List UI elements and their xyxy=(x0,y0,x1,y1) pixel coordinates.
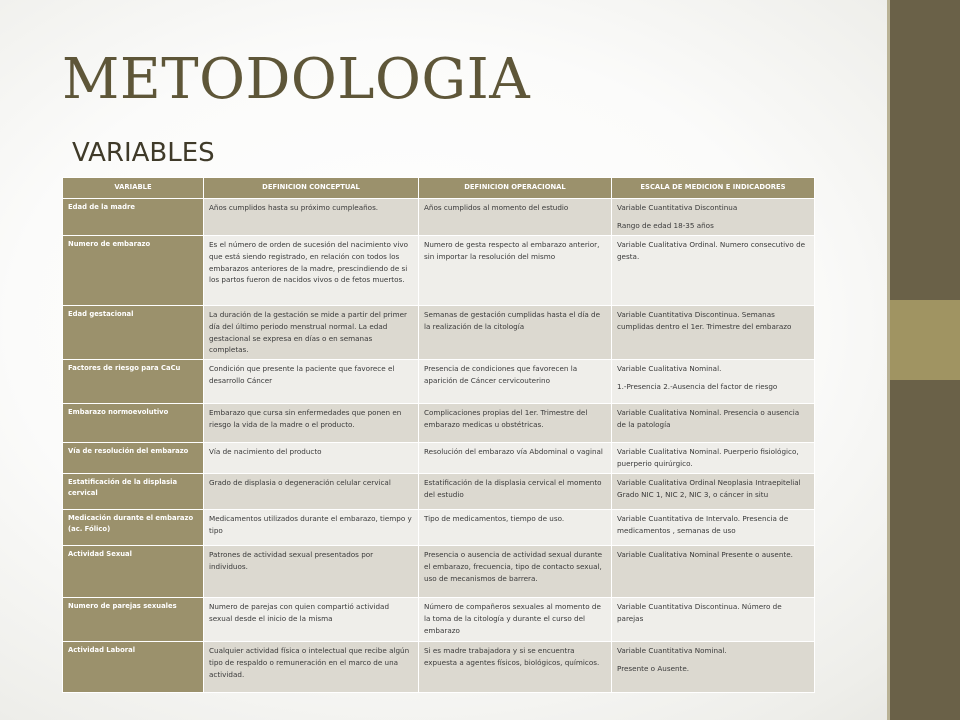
escala-line: Variable Cuantitativa de Intervalo. Presencia de medicamentos , semanas de uso xyxy=(617,514,789,535)
operacional-cell: Años cumplidos al momento del estudio xyxy=(419,199,612,236)
table-row xyxy=(63,404,815,443)
table-row xyxy=(63,443,815,474)
escala-line: Variable Cuantitativa Discontinua xyxy=(617,203,738,212)
variable-cell: Vía de resolución del embarazo xyxy=(63,443,204,474)
variable-cell: Factores de riesgo para CaCu xyxy=(63,360,204,404)
escala-cell xyxy=(612,546,815,598)
table-row xyxy=(63,474,815,510)
escala-line: Variable Cuantitativa Discontinua. Número de parejas xyxy=(617,602,782,623)
escala-line: Variable Cualitativa Nominal. Presencia o ausencia de la patología xyxy=(617,408,800,430)
slide-subtitle: VARIABLES xyxy=(72,138,215,168)
operacional-cell: Presencia o ausencia de actividad sexual durante el embarazo, frecuencia, tipo de contacto sexual, uso de mecanismos de barrera. xyxy=(419,546,612,598)
escala-line: Variable Cuantitativa Discontinua. Semanas cumplidas dentro el 1er. Trimestre del embarazo xyxy=(617,309,792,331)
escala-line: Variable Cualitativa Nominal. Puerperio fisiológico, puerperio quirúrgico. xyxy=(617,447,799,469)
escala-cell xyxy=(612,510,815,546)
table-row xyxy=(63,598,815,642)
escala-line: Variable Cualitativa Ordinal. Numero consecutivo de gesta. xyxy=(617,239,806,261)
header-variable: VARIABLE xyxy=(63,178,204,199)
variables-table xyxy=(62,177,815,693)
operacional-cell: Numero de gesta respecto al embarazo anterior, sin importar la resolución del mismo xyxy=(419,235,612,305)
operacional-cell: Complicaciones propias del 1er. Trimestre del embarazo medicas u obstétricas. xyxy=(419,404,612,443)
table-header-row xyxy=(63,178,815,199)
variable-cell: Edad gestacional xyxy=(63,305,204,360)
variable-cell: Estatificación de la displasia cervical xyxy=(63,474,204,510)
table-body xyxy=(63,199,815,693)
table-row xyxy=(63,546,815,598)
table-row xyxy=(63,642,815,693)
escala-cell xyxy=(612,235,815,305)
variable-cell: Actividad Laboral xyxy=(63,642,204,693)
conceptual-cell: Es el número de orden de sucesión del nacimiento vivo que está siendo registrado, en relación con todos los embarazos anteriores de la madre, prescindiendo de si los partos fueron de nacidos vivos o de fetos muertos. xyxy=(204,235,419,305)
variable-cell: Medicación durante el embarazo (ac. Fólico) xyxy=(63,510,204,546)
conceptual-cell: Vía de nacimiento del producto xyxy=(204,443,419,474)
conceptual-cell: Grado de displasia o degeneración celular cervical xyxy=(204,474,419,510)
conceptual-cell: Medicamentos utilizados durante el embarazo, tiempo y tipo xyxy=(204,510,419,546)
variable-cell: Edad de la madre xyxy=(63,199,204,236)
escala-line: Variable Cualitativa Ordinal Neoplasia Intraepitelial Grado NIC 1, NIC 2, NIC 3, o cáncer in situ xyxy=(617,478,801,499)
right-band-accent xyxy=(890,300,960,380)
variable-cell: Numero de parejas sexuales xyxy=(63,598,204,642)
conceptual-cell: Patrones de actividad sexual presentados por individuos. xyxy=(204,546,419,598)
escala-line: Variable Cualitativa Nominal Presente o ausente. xyxy=(617,550,793,559)
operacional-cell: Si es madre trabajadora y si se encuentra expuesta a agentes físicos, biológicos, químicos. xyxy=(419,642,612,693)
operacional-cell: Estatificación de la displasia cervical el momento del estudio xyxy=(419,474,612,510)
escala-cell xyxy=(612,199,815,236)
escala-cell xyxy=(612,305,815,360)
escala-line: 1.-Presencia 2.-Ausencia del factor de riesgo xyxy=(617,382,778,392)
variable-cell: Embarazo normoevolutivo xyxy=(63,404,204,443)
header-escala: ESCALA DE MEDICION E INDICADORES xyxy=(612,178,815,199)
escala-cell xyxy=(612,598,815,642)
conceptual-cell: Cualquier actividad física o intelectual que recibe algún tipo de respaldo o remuneración en el marco de una actividad. xyxy=(204,642,419,693)
escala-cell xyxy=(612,642,815,693)
escala-line: Presente o Ausente. xyxy=(617,663,690,673)
table-row xyxy=(63,235,815,305)
header-operacional: DEFINICION OPERACIONAL xyxy=(419,178,612,199)
operacional-cell: Semanas de gestación cumplidas hasta el día de la realización de la citología xyxy=(419,305,612,360)
conceptual-cell: Años cumplidos hasta su próximo cumpleaños. xyxy=(204,199,419,236)
operacional-cell: Tipo de medicamentos, tiempo de uso. xyxy=(419,510,612,546)
conceptual-cell: La duración de la gestación se mide a partir del primer día del último periodo menstrual normal. La edad gestacional se expresa en días o en semanas completas. xyxy=(204,305,419,360)
header-conceptual: DEFINICION CONCEPTUAL xyxy=(204,178,419,199)
conceptual-cell: Embarazo que cursa sin enfermedades que ponen en riesgo la vida de la madre o el producto. xyxy=(204,404,419,443)
conceptual-cell: Condición que presente la paciente que favorece el desarrollo Cáncer xyxy=(204,360,419,404)
table-row xyxy=(63,199,815,236)
table-row xyxy=(63,360,815,404)
escala-line: Variable Cuantitativa Nominal. xyxy=(617,646,727,655)
operacional-cell: Presencia de condiciones que favorecen la aparición de Cáncer cervicouterino xyxy=(419,360,612,404)
variable-cell: Actividad Sexual xyxy=(63,546,204,598)
slide-title: METODOLOGIA xyxy=(62,47,531,112)
conceptual-cell: Numero de parejas con quien compartió actividad sexual desde el inicio de la misma xyxy=(204,598,419,642)
escala-cell xyxy=(612,404,815,443)
operacional-cell: Número de compañeros sexuales al momento de la toma de la citología y durante el curso del embarazo xyxy=(419,598,612,642)
escala-cell xyxy=(612,360,815,404)
table-row xyxy=(63,510,815,546)
table-row xyxy=(63,305,815,360)
variable-cell: Numero de embarazo xyxy=(63,235,204,305)
escala-line: Rango de edad 18-35 años xyxy=(617,220,714,230)
operacional-cell: Resolución del embarazo vía Abdominal o vaginal xyxy=(419,443,612,474)
escala-cell xyxy=(612,474,815,510)
escala-line: Variable Cualitativa Nominal. xyxy=(617,364,722,374)
escala-cell xyxy=(612,443,815,474)
